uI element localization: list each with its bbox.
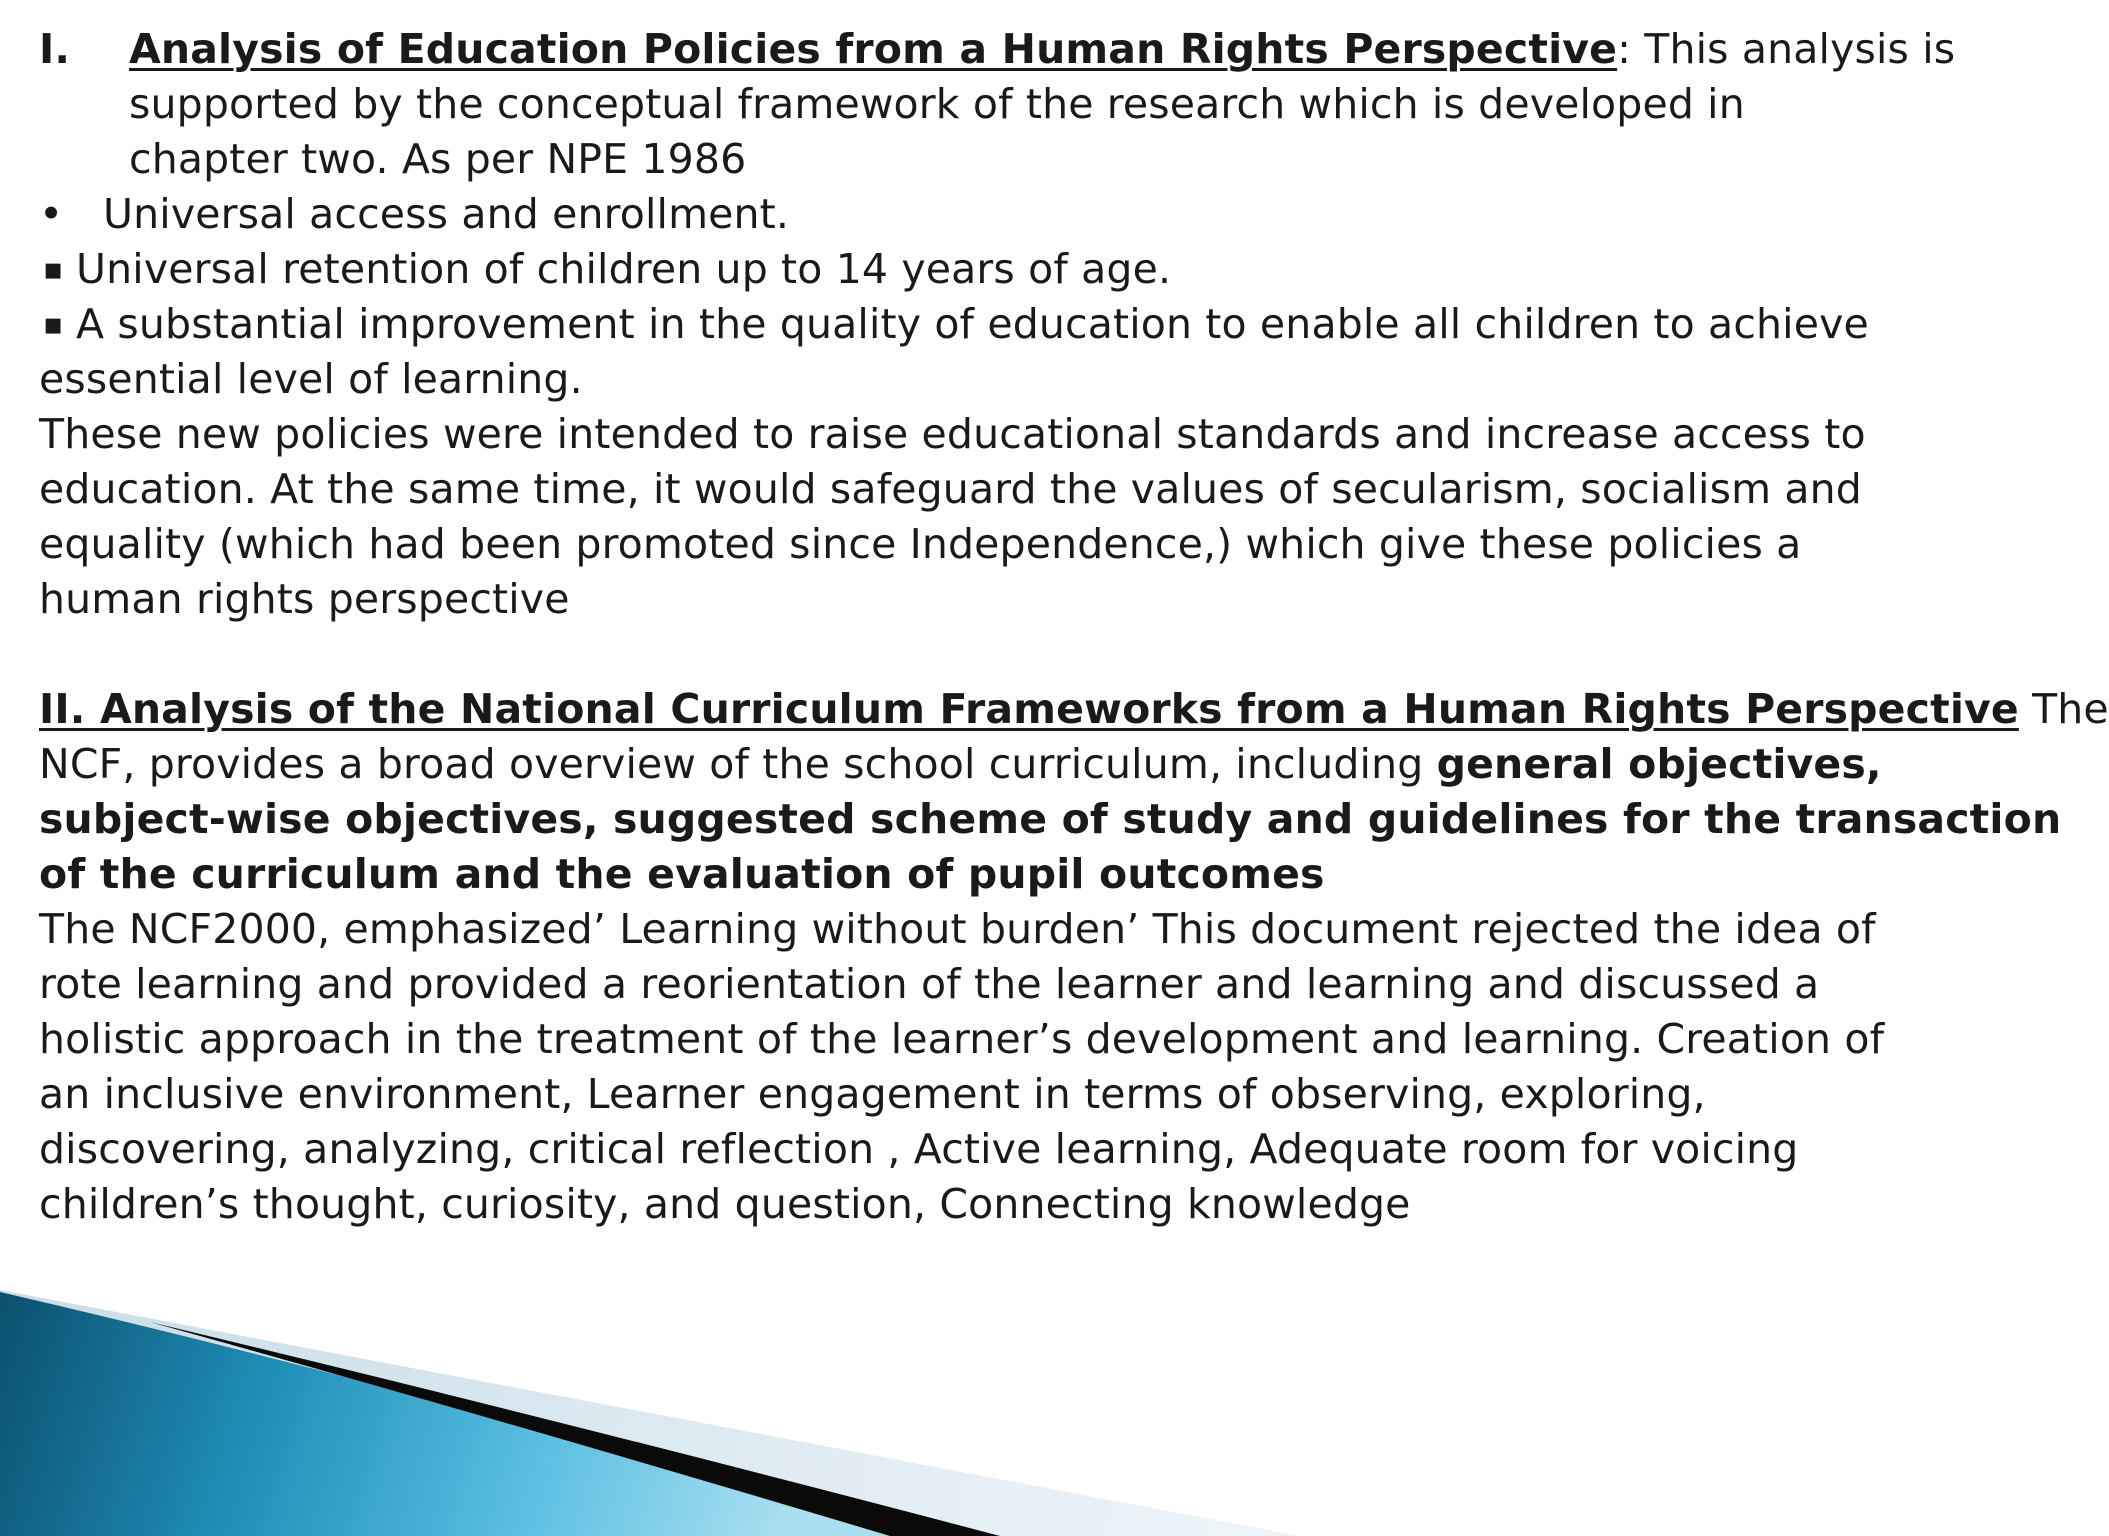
section2-paragraph-line: holistic approach in the treatment of the learner’s development and learning. Creation of <box>39 1015 1885 1063</box>
section1-paragraph-line: education. At the same time, it would safeguard the values of secularism, socialism and <box>39 465 1862 513</box>
bullet-text: Universal retention of children up to 14 years of age. <box>76 245 1172 293</box>
section1-line3: chapter two. As per NPE 1986 <box>129 135 747 183</box>
bullet-item-2 <box>39 242 2029 297</box>
section1-line1-rest: This analysis is <box>1631 25 1956 73</box>
section1-heading: Analysis of Education Policies from a Human Rights Perspective <box>129 25 1618 73</box>
bullet-icon: ▪ <box>43 307 64 342</box>
section2-heading: II. Analysis of the National Curriculum Frameworks from a Human Rights Perspective <box>39 685 2019 733</box>
section2-line2-start: NCF, provides a broad overview of the school curriculum, including <box>39 740 1437 788</box>
section2-heading-rest: The <box>2018 685 2109 733</box>
bullet-item-3 <box>39 297 2029 352</box>
bullet-item-3-continued: essential level of learning. <box>39 355 583 403</box>
section1-numeral: I. <box>39 25 71 73</box>
section2-paragraph-line: rote learning and provided a reorientation of the learner and learning and discussed a <box>39 960 1820 1008</box>
section2-paragraph-line: The NCF2000, emphasized’ Learning without burden’ This document rejected the idea of <box>39 905 1876 953</box>
section2-bold-line: of the curriculum and the evaluation of pupil outcomes <box>39 850 1325 898</box>
section2-paragraph-line: discovering, analyzing, critical reflection , Active learning, Adequate room for voicing <box>39 1125 1799 1173</box>
section2-line2-bold: general objectives, <box>1436 740 1882 788</box>
bullet-text: Universal access and enrollment. <box>103 190 790 238</box>
bullet-icon: • <box>39 190 64 238</box>
section2-heading-line <box>39 682 2109 737</box>
section1-paragraph-line: human rights perspective <box>39 575 570 623</box>
slide-body <box>39 22 2109 1232</box>
section2-paragraph-line: children’s thought, curiosity, and question, Connecting knowledge <box>39 1180 1411 1228</box>
section1-colon: : <box>1617 25 1632 73</box>
section2-bold-line: subject-wise objectives, suggested scheme of study and guidelines for the transaction <box>39 795 2062 843</box>
bullet-item-1 <box>39 187 2029 242</box>
bullet-text: A substantial improvement in the quality of education to enable all children to achieve <box>76 300 1869 348</box>
spacer <box>39 627 2029 682</box>
bullet-icon: ▪ <box>43 252 64 287</box>
section2-line2 <box>39 737 2029 792</box>
section1-paragraph-line: These new policies were intended to raise educational standards and increase access to <box>39 410 1866 458</box>
section2-paragraph-line: an inclusive environment, Learner engagement in terms of observing, exploring, <box>39 1070 1706 1118</box>
section1-paragraph-line: equality (which had been promoted since Independence,) which give these policies a <box>39 520 1802 568</box>
section1-line2: supported by the conceptual framework of the research which is developed in <box>129 80 1745 128</box>
section1-heading-line <box>39 22 2029 77</box>
